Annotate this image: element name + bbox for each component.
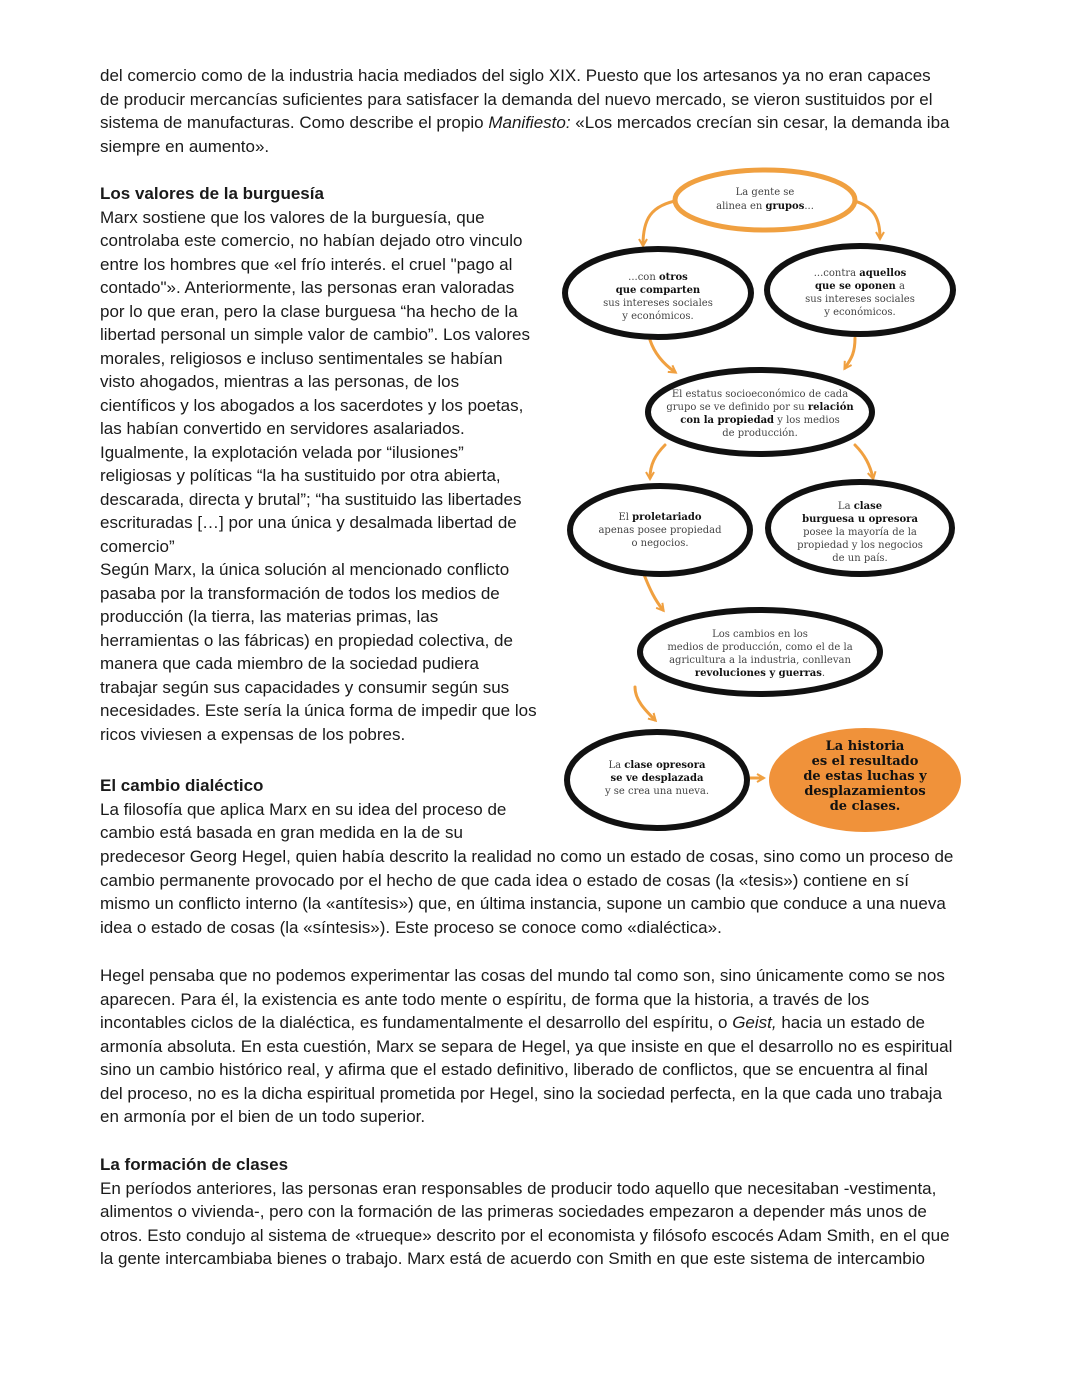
section-heading: La formación de clases — [100, 1155, 289, 1174]
hegel-line: Hegel pensaba que no podemos experimentar las cosas del mundo tal como son, sino únicamente como se nos — [100, 966, 945, 985]
intro-line: de producir mercancías suficientes para satisfacer la demanda del nuevo mercado, se vieron sustituidos por el — [100, 89, 933, 109]
valores-line: contado"». Anteriormente, las personas eran valoradas — [100, 278, 515, 297]
svg-text:...contra aquellos: ...contra aquellos — [813, 268, 907, 279]
valores-line: escrituradas […] por una única y desalmada libertad de — [100, 513, 517, 532]
cambio-line: cambio está basada en gran medida en la de su — [100, 823, 463, 842]
node-cambios-medios-produccion — [640, 610, 880, 694]
svg-text:que se oponen a: que se oponen a — [815, 281, 905, 292]
svg-text:propiedad y los negocios: propiedad y los negocios — [797, 540, 923, 551]
valores-line: controlaba este comercio, no habían dejado otro vinculo — [100, 231, 523, 250]
arrow — [855, 445, 873, 478]
clases-line: otros. Esto condujo al sistema de «trueque» descrito por el economista y filósofo escocés Adam Smith, en el que — [100, 1225, 950, 1245]
cambio-line: idea o estado de cosas (la «síntesis»). Este proceso se conoce como «dialéctica». — [100, 917, 722, 937]
svg-text:El estatus socioeconómico de c: El estatus socioeconómico de cada — [671, 389, 849, 400]
intro-line: siempre en aumento». — [100, 136, 270, 156]
svg-text:La gente se: La gente se — [735, 187, 795, 198]
hegel-line: en armonía por el bien de un todo superior. — [100, 1107, 426, 1126]
valores-line: descarada, directa y brutal”; “ha sustituido las libertades — [100, 489, 522, 509]
hegel-line: armonía absoluta. En esta cuestión, Marx se separa de Hegel, ya que insiste en que el desarrollo no es espiritual — [100, 1036, 953, 1056]
valores-line: morales, religiosos e incluso sentimentales se habían — [100, 348, 503, 368]
clases-section — [100, 1153, 1000, 1271]
valores-line: comercio” — [100, 536, 175, 556]
svg-text:La clase: La clase — [837, 501, 883, 512]
svg-text:apenas posee propiedad: apenas posee propiedad — [598, 525, 722, 536]
svg-text:con la propiedad y los medios: con la propiedad y los medios — [680, 415, 840, 426]
hegel-paragraph — [100, 964, 1000, 1129]
arrow — [650, 445, 665, 478]
node-historia-resultado — [769, 728, 961, 832]
svg-text:posee la mayoría de la: posee la mayoría de la — [803, 527, 917, 538]
svg-text:o negocios.: o negocios. — [631, 538, 689, 549]
node-proletariado — [570, 486, 750, 574]
arrow — [845, 338, 855, 368]
valores-line: pasaba por la transformación de todos los medios de — [100, 583, 500, 603]
svg-text:y económicos.: y económicos. — [622, 311, 694, 322]
cambio-heading-block — [100, 774, 555, 845]
valores-line: Marx sostiene que los valores de la burguesía, que — [100, 207, 485, 227]
hegel-line: aparecen. Para él, la existencia es ante todo mente o espíritu, de forma que la historia, a través de los — [100, 989, 870, 1009]
svg-text:y económicos.: y económicos. — [824, 307, 896, 318]
intro-paragraph — [100, 64, 1000, 158]
svg-text:burguesa u opresora: burguesa u opresora — [802, 514, 918, 525]
svg-text:de un país.: de un país. — [832, 553, 888, 564]
svg-text:...con otros: ...con otros — [628, 272, 688, 283]
valores-line: las habían convertido en servidores asalariados. — [100, 419, 465, 438]
node-otros-comparten — [565, 249, 751, 337]
svg-text:Los cambios en los: Los cambios en los — [712, 629, 808, 640]
svg-text:desplazamientos: desplazamientos — [804, 784, 926, 799]
cambio-line: predecesor Georg Hegel, quien había descrito la realidad no como un estado de cosas, sino como un proceso de — [100, 847, 954, 866]
clases-line: alimentos o vivienda-, pero con la formación de las primeras sociedades empezaron a depender más unos de — [100, 1202, 927, 1221]
svg-text:sus intereses sociales: sus intereses sociales — [805, 294, 915, 305]
valores-line: libertad personal un simple valor de cambio”. Los valores — [100, 325, 530, 344]
svg-text:se ve desplazada: se ve desplazada — [610, 773, 704, 784]
intro-line: del comercio como de la industria hacia mediados del siglo XIX. Puesto que los artesanos ya no eran capaces — [100, 66, 931, 85]
cambio-line: mismo un conflicto interno (la «antítesis») que, en última instancia, supone un cambio que conduce a una nueva — [100, 894, 946, 913]
svg-text:La historia: La historia — [825, 739, 905, 754]
valores-line: Igualmente, la explotación velada por “ilusiones” — [100, 442, 464, 462]
svg-text:de clases.: de clases. — [829, 799, 901, 814]
valores-line: religiosas y políticas “la ha sustituido por otra abierta, — [100, 466, 501, 485]
arrow — [650, 340, 675, 372]
node-burguesia-opresora — [768, 482, 952, 574]
valores-body — [100, 206, 555, 747]
node-aquellos-oponen — [767, 246, 953, 334]
clases-line: En períodos anteriores, las personas eran responsables de producir todo aquello que necesitaban -vestimenta, — [100, 1178, 937, 1198]
cambio-body — [100, 845, 1000, 939]
svg-text:El proletariado: El proletariado — [618, 512, 702, 523]
valores-line: Según Marx, la única solución al mencionado conflicto — [100, 560, 510, 579]
clases-line: la gente intercambiaba bienes o trabajo. Marx está de acuerdo con Smith en que este sistema de intercambio — [100, 1249, 925, 1268]
node-estatus-socioeconomico — [648, 370, 872, 454]
valores-line: manera que cada miembro de la sociedad pudiera — [100, 654, 479, 673]
node-clase-opresora-desplazada — [567, 732, 747, 828]
svg-text:que comparten: que comparten — [615, 285, 701, 296]
section-heading: El cambio dialéctico — [100, 776, 264, 795]
arrow — [635, 687, 655, 720]
svg-text:de producción.: de producción. — [722, 428, 798, 439]
node-gente-grupos — [675, 170, 855, 230]
hegel-line: incontables ciclos de la dialéctica, es fundamentalmente el desarrollo del espíritu, o Geist, hacia un estado de — [100, 1013, 925, 1032]
svg-text:revoluciones y guerras.: revoluciones y guerras. — [694, 668, 826, 679]
svg-text:La clase opresora: La clase opresora — [608, 760, 706, 771]
svg-text:y se crea una nueva.: y se crea una nueva. — [604, 786, 710, 797]
cambio-line: cambio permanente provocado por el hecho de que cada idea o estado de cosas (la «tesis») contiene en sí — [100, 870, 909, 890]
valores-line: ricos viviesen a expensas de los pobres. — [100, 724, 406, 744]
svg-text:medios de producción, como el: medios de producción, como el de la — [667, 642, 853, 653]
hegel-line: del proceso, no es la dicha espiritual prometida por Hegel, sino la sociedad perfecta, en la que cada uno trabaja — [100, 1083, 943, 1103]
svg-text:de estas luchas y: de estas luchas y — [803, 769, 927, 784]
hegel-line: sino un cambio histórico real, y afirma que el estado definitivo, liberado de conflictos, que se encuentra al final — [100, 1060, 928, 1079]
class-struggle-diagram — [555, 160, 975, 840]
svg-text:alinea en grupos...: alinea en grupos... — [716, 201, 814, 212]
section-heading: Los valores de la burguesía — [100, 184, 324, 203]
cambio-line: La filosofía que aplica Marx en su idea del proceso de — [100, 799, 507, 819]
arrow — [643, 572, 663, 610]
valores-line: producción (la tierra, las materias primas, las — [100, 607, 439, 626]
svg-text:agricultura a la industria, co: agricultura a la industria, conllevan — [669, 655, 851, 666]
svg-text:sus intereses sociales: sus intereses sociales — [603, 298, 713, 309]
valores-line: trabajar según sus capacidades y consumir según sus — [100, 677, 510, 697]
valores-line: necesidades. Este sería la única forma de impedir que los — [100, 701, 537, 720]
valores-section — [100, 182, 555, 746]
intro-line: sistema de manufacturas. Como describe el propio Manifiesto: «Los mercados crecían sin cesar, la demanda iba — [100, 113, 950, 132]
valores-line: por lo que eran, pero la clase burguesa “ha hecho de la — [100, 301, 518, 321]
svg-text:es el resultado: es el resultado — [811, 754, 919, 769]
valores-line: visto ahogados, mientras a las personas, de los — [100, 372, 460, 391]
valores-line: entre los hombres que «el frío interés. el cruel "pago al — [100, 254, 513, 274]
svg-text:grupo se ve definido por su re: grupo se ve definido por su relación — [666, 402, 854, 413]
valores-line: herramientas o las fábricas) en propiedad colectiva, de — [100, 630, 513, 650]
valores-line: científicos y los abogados a los sacerdotes y los poetas, — [100, 395, 524, 415]
